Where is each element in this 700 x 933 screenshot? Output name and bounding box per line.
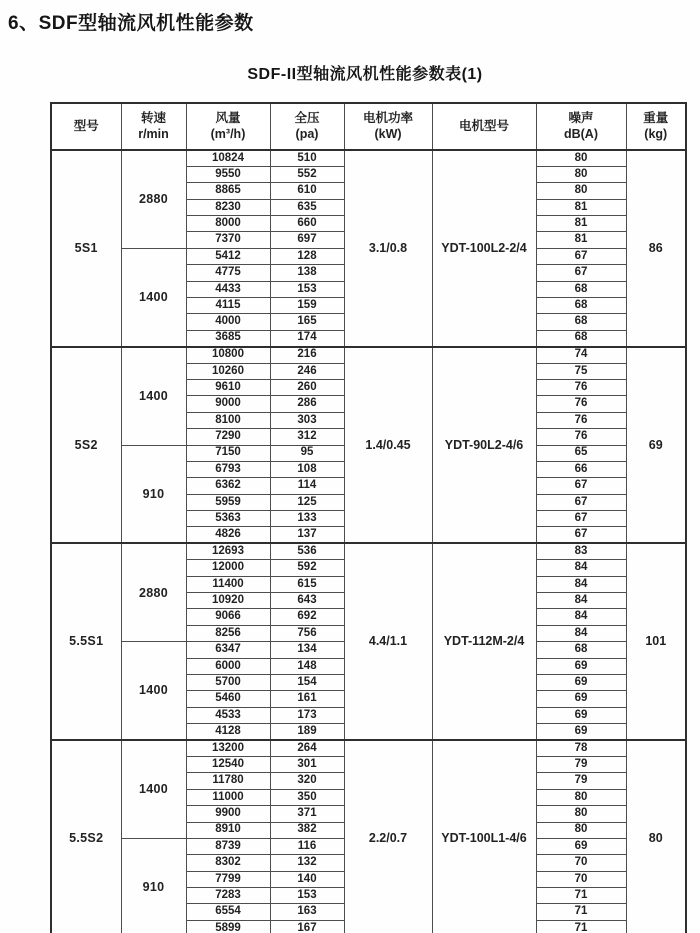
airflow-cell: 8910: [186, 822, 270, 838]
noise-cell: 84: [536, 576, 626, 592]
pressure-cell: 132: [270, 855, 344, 871]
airflow-cell: 9550: [186, 166, 270, 182]
header-airflow-line: (m³/h): [210, 126, 246, 141]
motor-model-cell: YDT-100L1-4/6: [432, 740, 536, 933]
pressure-cell: 134: [270, 642, 344, 658]
header-pressure-line: 全压: [294, 110, 320, 125]
pressure-cell: 246: [270, 363, 344, 379]
airflow-cell: 4533: [186, 707, 270, 723]
table-header: [51, 103, 686, 150]
airflow-cell: 9000: [186, 396, 270, 412]
airflow-cell: 8000: [186, 216, 270, 232]
airflow-cell: 11780: [186, 773, 270, 789]
noise-cell: 69: [536, 838, 626, 854]
header-model-line: 型号: [73, 118, 99, 133]
motor-power-cell: 1.4/0.45: [344, 347, 432, 544]
pressure-cell: 312: [270, 429, 344, 445]
airflow-cell: 3685: [186, 330, 270, 346]
header-weight-line: (kg): [644, 126, 668, 141]
airflow-cell: 6000: [186, 658, 270, 674]
pressure-cell: 660: [270, 216, 344, 232]
airflow-cell: 8302: [186, 855, 270, 871]
page-heading: 6、SDF型轴流风机性能参数: [8, 13, 254, 34]
noise-cell: 69: [536, 691, 626, 707]
airflow-cell: 10920: [186, 593, 270, 609]
pressure-cell: 615: [270, 576, 344, 592]
pressure-cell: 697: [270, 232, 344, 248]
pressure-cell: 95: [270, 445, 344, 461]
header-weight-line: 重量: [643, 110, 669, 125]
noise-cell: 66: [536, 461, 626, 477]
header-model: [51, 103, 121, 150]
pressure-cell: 165: [270, 314, 344, 330]
pressure-cell: 264: [270, 740, 344, 756]
airflow-cell: 6347: [186, 642, 270, 658]
speed-cell: 910: [121, 445, 186, 543]
header-speed-line: 转速: [140, 110, 166, 125]
header-pressure-line: (pa): [295, 126, 319, 141]
pressure-cell: 163: [270, 904, 344, 920]
noise-cell: 79: [536, 773, 626, 789]
airflow-cell: 7150: [186, 445, 270, 461]
airflow-cell: 5412: [186, 248, 270, 264]
weight-cell: 101: [626, 543, 686, 740]
noise-cell: 76: [536, 412, 626, 428]
pressure-cell: 371: [270, 806, 344, 822]
airflow-cell: 5460: [186, 691, 270, 707]
noise-cell: 80: [536, 806, 626, 822]
noise-cell: 81: [536, 199, 626, 215]
fan-performance-table: [50, 102, 687, 933]
header-power-line: 电机功率: [362, 110, 413, 125]
noise-cell: 78: [536, 740, 626, 756]
weight-cell: 80: [626, 740, 686, 933]
airflow-cell: 8230: [186, 199, 270, 215]
airflow-cell: 13200: [186, 740, 270, 756]
noise-cell: 81: [536, 216, 626, 232]
airflow-cell: 12000: [186, 560, 270, 576]
pressure-cell: 114: [270, 478, 344, 494]
pressure-cell: 137: [270, 527, 344, 543]
pressure-cell: 692: [270, 609, 344, 625]
noise-cell: 76: [536, 396, 626, 412]
motor-power-cell: 2.2/0.7: [344, 740, 432, 933]
pressure-cell: 286: [270, 396, 344, 412]
pressure-cell: 148: [270, 658, 344, 674]
header-noise-line: 噪声: [568, 110, 594, 125]
header-speed-line: r/min: [138, 126, 169, 141]
airflow-cell: 7370: [186, 232, 270, 248]
noise-cell: 84: [536, 625, 626, 641]
header-noise: [536, 103, 626, 150]
airflow-cell: 5959: [186, 494, 270, 510]
pressure-cell: 159: [270, 298, 344, 314]
pressure-cell: 301: [270, 756, 344, 772]
table-title: SDF-II型轴流风机性能参数表(1): [247, 66, 483, 83]
noise-cell: 84: [536, 560, 626, 576]
airflow-cell: 7283: [186, 888, 270, 904]
speed-cell: 910: [121, 838, 186, 933]
pressure-cell: 140: [270, 871, 344, 887]
noise-cell: 67: [536, 494, 626, 510]
noise-cell: 80: [536, 150, 626, 166]
speed-cell: 1400: [121, 642, 186, 740]
airflow-cell: 9610: [186, 379, 270, 395]
header-speed: [121, 103, 186, 150]
noise-cell: 67: [536, 265, 626, 281]
airflow-cell: 8739: [186, 838, 270, 854]
noise-cell: 67: [536, 527, 626, 543]
motor-power-cell: 3.1/0.8: [344, 150, 432, 347]
noise-cell: 80: [536, 789, 626, 805]
pressure-cell: 167: [270, 920, 344, 933]
model-cell: 5S2: [51, 347, 121, 544]
noise-cell: 69: [536, 658, 626, 674]
noise-cell: 80: [536, 166, 626, 182]
pressure-cell: 216: [270, 347, 344, 363]
airflow-cell: 10800: [186, 347, 270, 363]
noise-cell: 79: [536, 756, 626, 772]
airflow-cell: 4433: [186, 281, 270, 297]
airflow-cell: 6793: [186, 461, 270, 477]
pressure-cell: 610: [270, 183, 344, 199]
pressure-cell: 510: [270, 150, 344, 166]
model-cell: 5S1: [51, 150, 121, 347]
speed-cell: 2880: [121, 543, 186, 641]
header-power-line: (kW): [374, 126, 402, 141]
speed-cell: 1400: [121, 347, 186, 445]
table-row: [51, 150, 686, 166]
header-airflow: [186, 103, 270, 150]
pressure-cell: 125: [270, 494, 344, 510]
header-power: [344, 103, 432, 150]
pressure-cell: 161: [270, 691, 344, 707]
noise-cell: 81: [536, 232, 626, 248]
table-row: [51, 543, 686, 559]
noise-cell: 68: [536, 298, 626, 314]
airflow-cell: 4115: [186, 298, 270, 314]
airflow-cell: 4775: [186, 265, 270, 281]
pressure-cell: 382: [270, 822, 344, 838]
pressure-cell: 592: [270, 560, 344, 576]
noise-cell: 65: [536, 445, 626, 461]
noise-cell: 67: [536, 248, 626, 264]
noise-cell: 84: [536, 593, 626, 609]
airflow-cell: 11400: [186, 576, 270, 592]
model-cell: 5.5S2: [51, 740, 121, 933]
noise-cell: 76: [536, 429, 626, 445]
pressure-cell: 153: [270, 281, 344, 297]
airflow-cell: 7799: [186, 871, 270, 887]
pressure-cell: 260: [270, 379, 344, 395]
airflow-cell: 6554: [186, 904, 270, 920]
airflow-cell: 5700: [186, 675, 270, 691]
noise-cell: 71: [536, 920, 626, 933]
noise-cell: 75: [536, 363, 626, 379]
pressure-cell: 153: [270, 888, 344, 904]
noise-cell: 80: [536, 822, 626, 838]
table-row: [51, 347, 686, 363]
weight-cell: 69: [626, 347, 686, 544]
noise-cell: 80: [536, 183, 626, 199]
table-body: [51, 150, 686, 933]
pressure-cell: 536: [270, 543, 344, 559]
noise-cell: 68: [536, 314, 626, 330]
pressure-cell: 138: [270, 265, 344, 281]
pressure-cell: 320: [270, 773, 344, 789]
noise-cell: 76: [536, 379, 626, 395]
noise-cell: 69: [536, 724, 626, 740]
airflow-cell: 10260: [186, 363, 270, 379]
header-weight: [626, 103, 686, 150]
weight-cell: 86: [626, 150, 686, 347]
pressure-cell: 189: [270, 724, 344, 740]
pressure-cell: 174: [270, 330, 344, 346]
pressure-cell: 635: [270, 199, 344, 215]
header-airflow-line: 风量: [215, 110, 241, 125]
airflow-cell: 4000: [186, 314, 270, 330]
noise-cell: 71: [536, 888, 626, 904]
pressure-cell: 173: [270, 707, 344, 723]
airflow-cell: 9900: [186, 806, 270, 822]
model-cell: 5.5S1: [51, 543, 121, 740]
table-header-row: [51, 103, 686, 150]
airflow-cell: 12540: [186, 756, 270, 772]
pressure-cell: 303: [270, 412, 344, 428]
airflow-cell: 8256: [186, 625, 270, 641]
airflow-cell: 8865: [186, 183, 270, 199]
airflow-cell: 11000: [186, 789, 270, 805]
noise-cell: 67: [536, 511, 626, 527]
pressure-cell: 756: [270, 625, 344, 641]
noise-cell: 69: [536, 707, 626, 723]
noise-cell: 74: [536, 347, 626, 363]
noise-cell: 84: [536, 609, 626, 625]
pressure-cell: 154: [270, 675, 344, 691]
airflow-cell: 4826: [186, 527, 270, 543]
airflow-cell: 7290: [186, 429, 270, 445]
airflow-cell: 6362: [186, 478, 270, 494]
motor-power-cell: 4.4/1.1: [344, 543, 432, 740]
noise-cell: 83: [536, 543, 626, 559]
noise-cell: 67: [536, 478, 626, 494]
pressure-cell: 350: [270, 789, 344, 805]
header-motor-line: 电机型号: [458, 118, 509, 133]
pressure-cell: 128: [270, 248, 344, 264]
speed-cell: 2880: [121, 150, 186, 248]
noise-cell: 71: [536, 904, 626, 920]
motor-model-cell: YDT-100L2-2/4: [432, 150, 536, 347]
noise-cell: 68: [536, 642, 626, 658]
pressure-cell: 133: [270, 511, 344, 527]
speed-cell: 1400: [121, 740, 186, 838]
motor-model-cell: YDT-112M-2/4: [432, 543, 536, 740]
airflow-cell: 12693: [186, 543, 270, 559]
speed-cell: 1400: [121, 248, 186, 346]
noise-cell: 69: [536, 675, 626, 691]
noise-cell: 68: [536, 281, 626, 297]
noise-cell: 70: [536, 871, 626, 887]
header-noise-line: dB(A): [563, 126, 598, 141]
motor-model-cell: YDT-90L2-4/6: [432, 347, 536, 544]
airflow-cell: 4128: [186, 724, 270, 740]
pressure-cell: 116: [270, 838, 344, 854]
pressure-cell: 643: [270, 593, 344, 609]
pressure-cell: 552: [270, 166, 344, 182]
header-motor: [432, 103, 536, 150]
noise-cell: 70: [536, 855, 626, 871]
table-row: [51, 740, 686, 756]
pressure-cell: 108: [270, 461, 344, 477]
airflow-cell: 8100: [186, 412, 270, 428]
noise-cell: 68: [536, 330, 626, 346]
header-pressure: [270, 103, 344, 150]
airflow-cell: 9066: [186, 609, 270, 625]
airflow-cell: 5363: [186, 511, 270, 527]
airflow-cell: 5899: [186, 920, 270, 933]
airflow-cell: 10824: [186, 150, 270, 166]
